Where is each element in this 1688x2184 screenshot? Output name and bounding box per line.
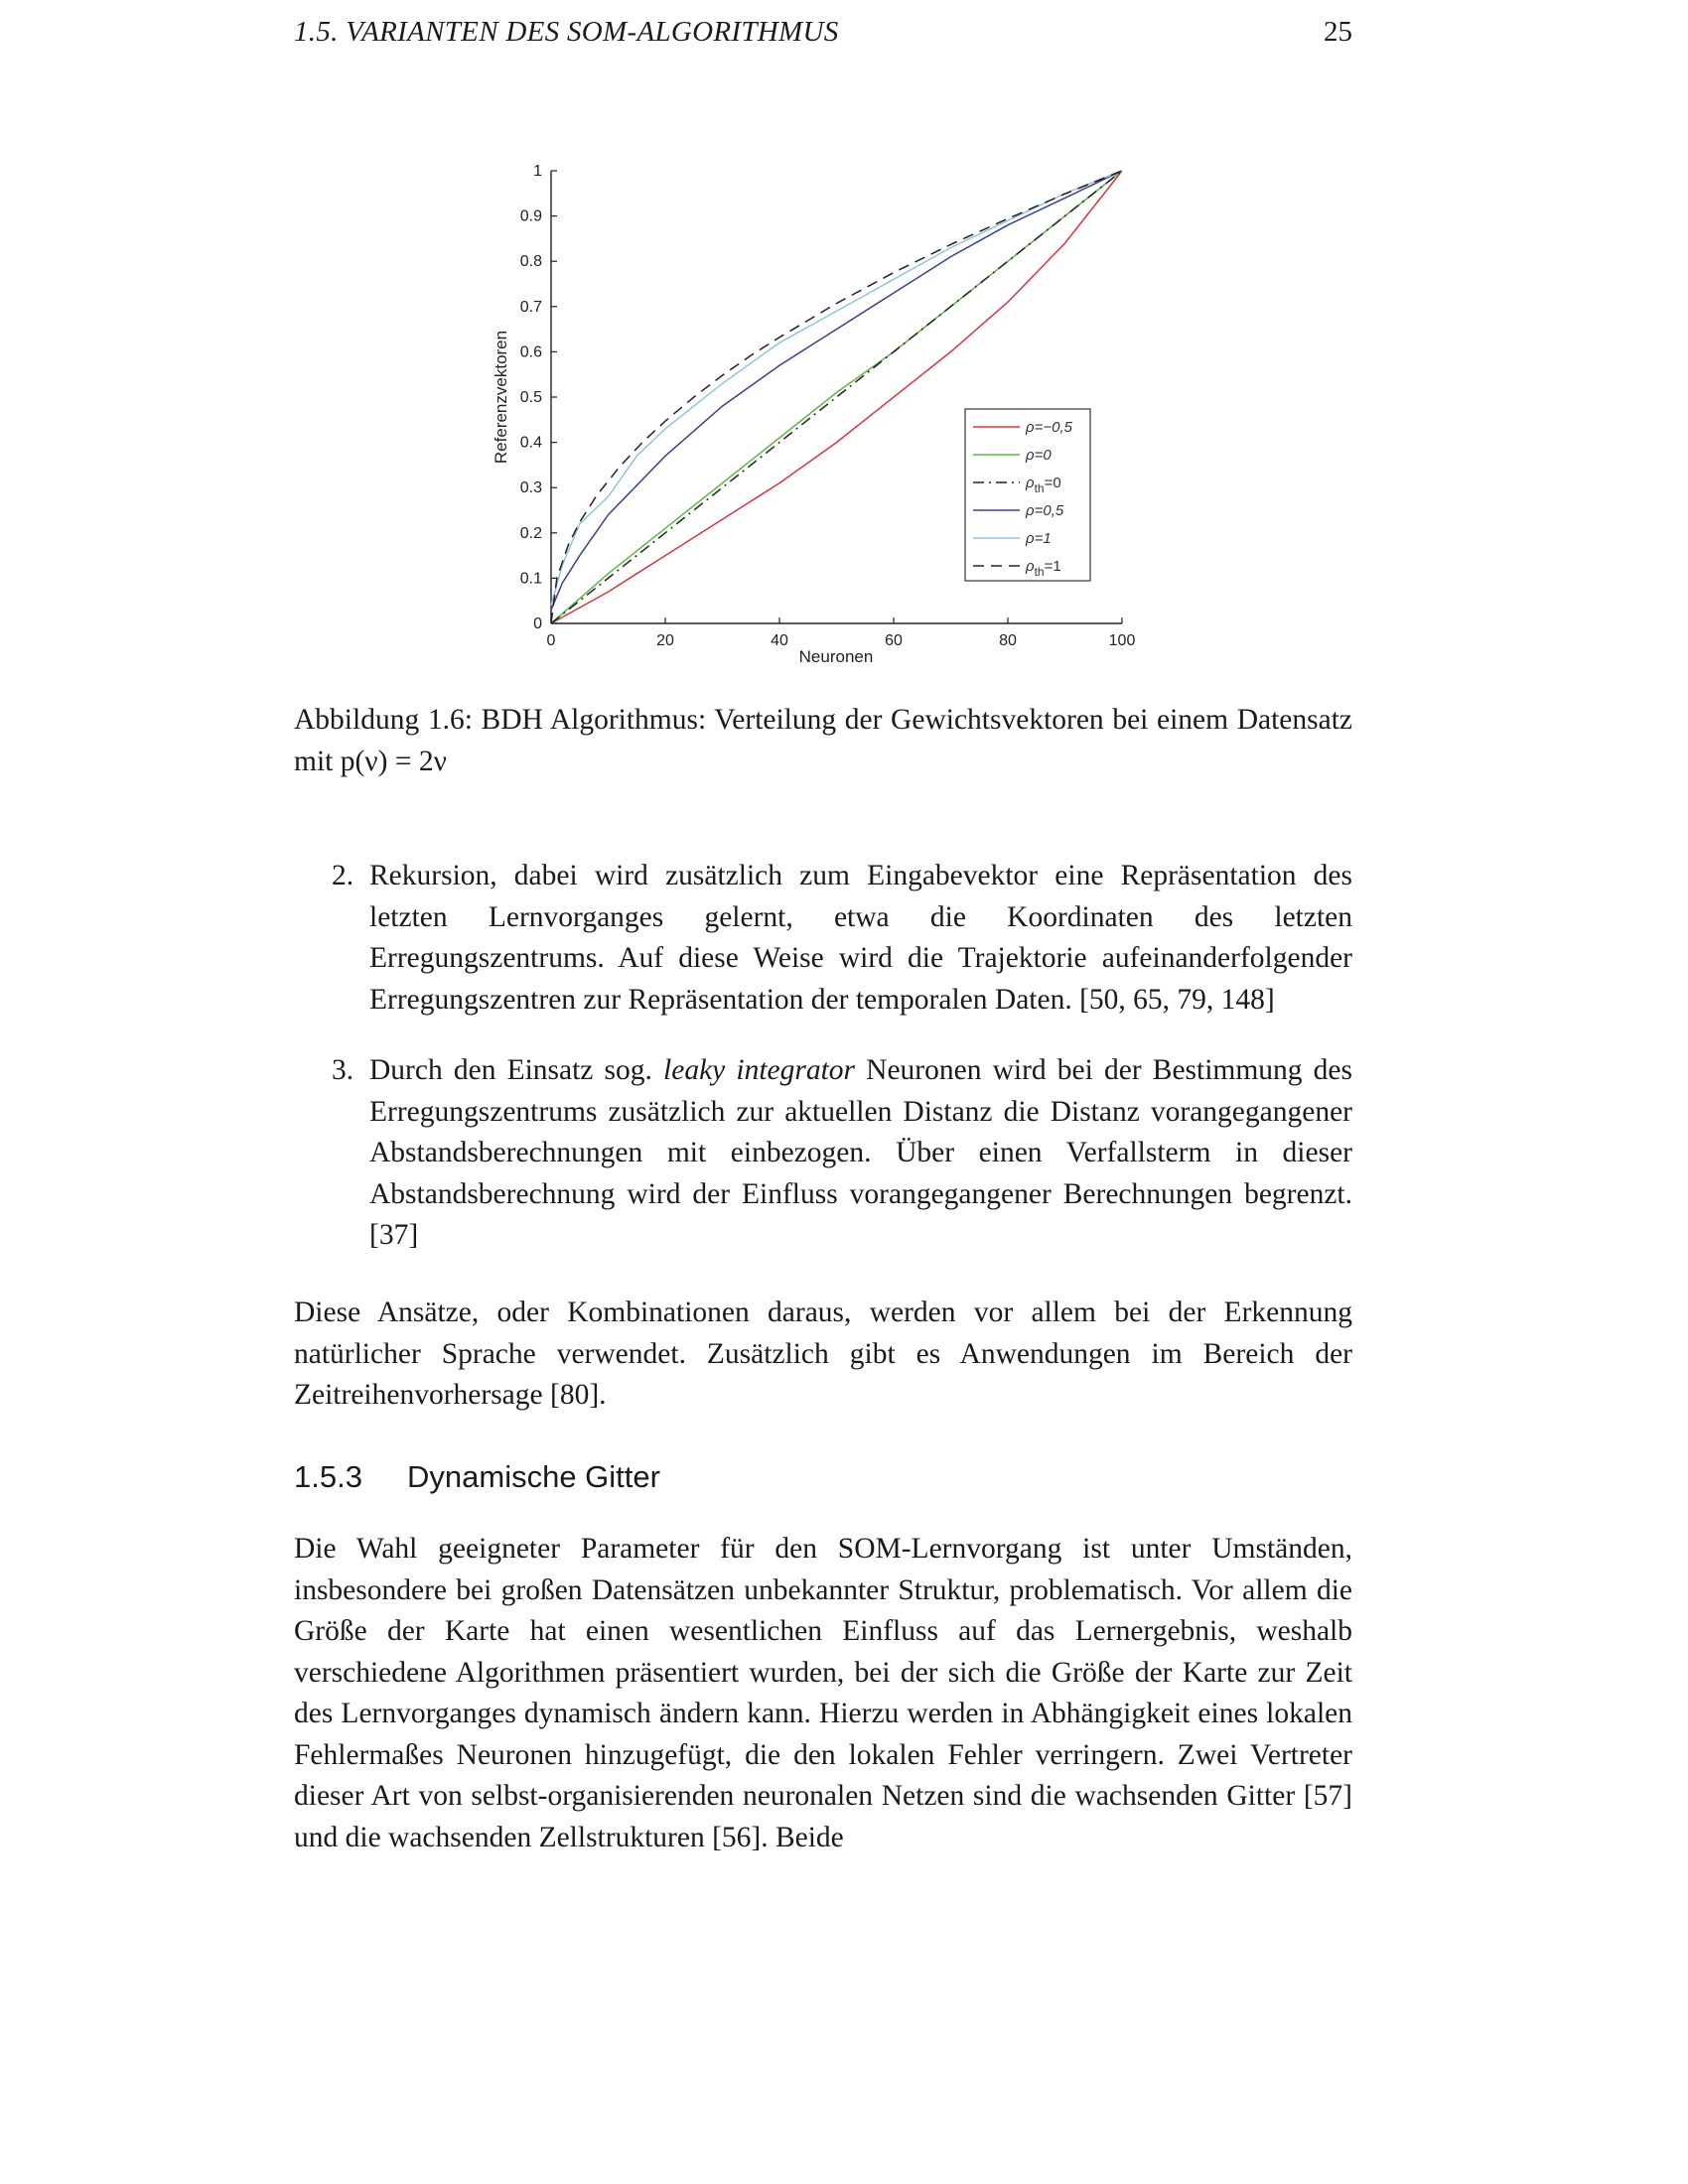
legend-label-subscript: th bbox=[1034, 565, 1045, 579]
page-number: 25 bbox=[1324, 16, 1352, 48]
running-head bbox=[294, 16, 1352, 56]
list-item-text: Rekursion, dabei wird zusätzlich zum Eingabevektor eine Repräsentation des letzten Lernvorganges gelernt, etwa die Koordinaten des letzten Erregungszentrums. Auf diese Weise wird die Trajektorie aufeinanderfolgender Erregungszentren zur Repräsentation der temporalen Daten. [50, 65, 79, 148] bbox=[369, 860, 1352, 1016]
y-tick-label: 0.9 bbox=[519, 207, 542, 225]
legend-label-tail: =1 bbox=[1044, 558, 1061, 575]
legend-label-main: ρ=−0,5 bbox=[1026, 419, 1072, 436]
chart-legend bbox=[965, 409, 1090, 581]
section-heading bbox=[294, 1459, 660, 1495]
legend-label-main: ρ bbox=[1026, 558, 1035, 575]
y-tick-label: 1 bbox=[533, 163, 542, 180]
legend-label bbox=[1025, 419, 1073, 436]
legend-label bbox=[1025, 502, 1064, 519]
y-axis-title: Referenzvektoren bbox=[492, 330, 510, 465]
y-tick-label: 0.3 bbox=[519, 479, 542, 497]
list-item-emphasis: leaky integrator bbox=[663, 1054, 856, 1086]
y-tick-label: 0 bbox=[533, 615, 542, 632]
x-tick-label: 100 bbox=[1108, 632, 1136, 649]
legend-label-main: ρ=0 bbox=[1026, 447, 1052, 464]
section-number: 1.5.3 bbox=[294, 1459, 362, 1494]
legend-label-tail: =0 bbox=[1044, 475, 1061, 491]
x-ticks bbox=[547, 617, 1136, 649]
body-paragraph: Die Wahl geeigneter Parameter für den SOM-Lernvorgang ist unter Umständen, insbesondere bei großen Datensätzen unbekannter Struktur, problematisch. Vor allem die Größe der Karte hat einen wesentlichen Einfluss auf das Lernergebnis, weshalb verschiedene Algorithmen präsentiert wurden, bei der sich die Größe der Karte zur Zeit des Lernvorganges dynamisch ändern kann. Hierzu werden in Abhängigkeit eines lokalen Fehlermaßes Neuronen hinzugefügt, die den lokalen Fehler verringern. Zwei Vertreter dieser Art von selbst-organisierenden neuronalen Netzen sind die wachsenden Gitter [57] und die wachsenden Zellstrukturen [56]. Beide bbox=[294, 1533, 1352, 1853]
x-tick-label: 20 bbox=[656, 632, 674, 649]
list-item-text-before: Durch den Einsatz sog. bbox=[369, 1054, 664, 1086]
legend-label-subscript: th bbox=[1034, 481, 1045, 495]
figure-caption: Abbildung 1.6: BDH Algorithmus: Verteilung der Gewichtsvektoren bei einem Datensatz mit p(ν) = 2ν bbox=[294, 704, 1352, 777]
legend-label bbox=[1025, 447, 1052, 464]
list-item bbox=[294, 1050, 1352, 1257]
list-item-number: 2. bbox=[332, 860, 354, 891]
numbered-list bbox=[294, 856, 1352, 1287]
running-head-title: 1.5. VARIANTEN DES SOM-ALGORITHMUS bbox=[294, 16, 839, 48]
x-tick-label: 40 bbox=[771, 632, 788, 649]
y-tick-label: 0.5 bbox=[519, 389, 542, 406]
list-item-number: 3. bbox=[332, 1054, 354, 1086]
x-tick-label: 60 bbox=[885, 632, 903, 649]
x-tick-label: 80 bbox=[999, 632, 1017, 649]
figure-chart bbox=[477, 149, 1152, 675]
y-tick-label: 0.6 bbox=[519, 343, 542, 361]
y-tick-label: 0.1 bbox=[519, 570, 542, 588]
x-tick-label: 0 bbox=[546, 632, 556, 649]
x-axis-title: Neuronen bbox=[798, 647, 874, 666]
legend-label-main: ρ=0,5 bbox=[1026, 502, 1064, 519]
list-item-text-after: Neuronen wird bei der Bestimmung des Erregungszentrums zusätzlich zur aktuellen Distanz die Distanz vorangegangener Abstandsberechnungen mit einbezogen. Über einen Verfallsterm in dieser Abstandsberechnung wird der Einfluss vorangegangener Berechnungen begrenzt. [37] bbox=[369, 1054, 1353, 1251]
legend-label-main: ρ bbox=[1026, 475, 1035, 491]
legend-label bbox=[1025, 530, 1052, 547]
y-tick-label: 0.8 bbox=[519, 253, 542, 271]
list-item bbox=[294, 856, 1352, 1021]
y-tick-label: 0.2 bbox=[519, 524, 542, 542]
legend-label-main: ρ=1 bbox=[1026, 530, 1052, 547]
y-tick-label: 0.4 bbox=[519, 434, 542, 452]
y-tick-label: 0.7 bbox=[519, 298, 542, 316]
body-paragraph: Diese Ansätze, oder Kombinationen daraus, werden vor allem bei der Erkennung natürlicher Sprache verwendet. Zusätzlich gibt es Anwendungen im Bereich der Zeitreihenvorhersage [80]. bbox=[294, 1297, 1352, 1411]
section-title: Dynamische Gitter bbox=[407, 1459, 660, 1494]
